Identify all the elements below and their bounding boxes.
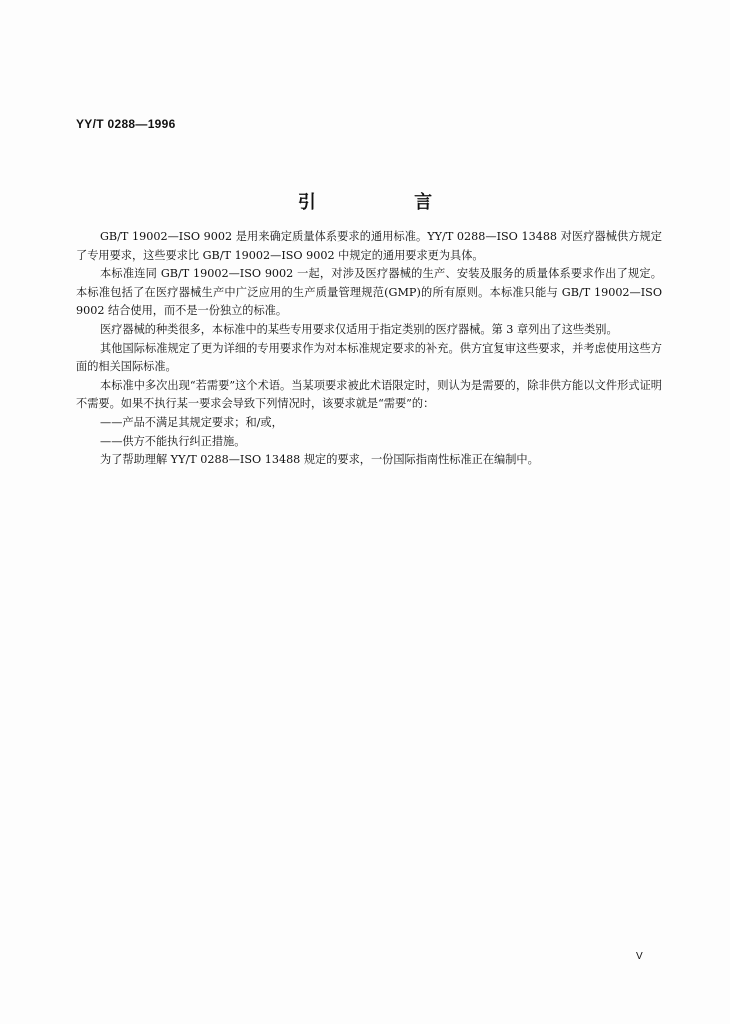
paragraph-1: GB/T 19002—ISO 9002 是用来确定质量体系要求的通用标准。YY/T 0288—ISO 13488 对医疗器械供方规定了专用要求，这些要求比 GB/T 19002—ISO 9002 中规定的通用要求更为具体。 [76, 230, 662, 262]
introduction-body [76, 228, 662, 470]
paragraph-5: 本标准中多次出现“若需要”这个术语。当某项要求被此术语限定时，则认为是需要的，除非供方能以文件形式证明不需要。如果不执行某一要求会导致下列情况时，该要求就是“需要”的： [76, 378, 662, 411]
paragraph-2: 本标准连同 GB/T 19002—ISO 9002 一起，对涉及医疗器械的生产、安装及服务的质量体系要求作出了规定。本标准包括了在医疗器械生产中广泛应用的生产质量管理规范(GMP)的所有原则。本标准只能与 GB/T 19002—ISO 9002 结合使用，而不是一份独立的标准。 [76, 267, 662, 318]
paragraph-4: 其他国际标准规定了更为详细的专用要求作为对本标准规定要求的补充。供方宜复审这些要求，并考虑使用这些方面的相关国际标准。 [76, 341, 662, 374]
list-item-1: ——产品不满足其规定要求；和/或， [100, 415, 283, 429]
standard-code-header: YY/T 0288—1996 [76, 117, 176, 131]
closing-paragraph: 为了帮助理解 YY/T 0288—ISO 13488 规定的要求，一份国际指南性标准正在编制中。 [100, 453, 539, 467]
list-item-2: ——供方不能执行纠正措施。 [100, 434, 246, 448]
page-number: V [636, 951, 643, 962]
page-title: 引 言 [297, 192, 479, 213]
paragraph-3: 医疗器械的种类很多，本标准中的某些专用要求仅适用于指定类别的医疗器械。第 3 章列出了这些类别。 [100, 322, 618, 336]
